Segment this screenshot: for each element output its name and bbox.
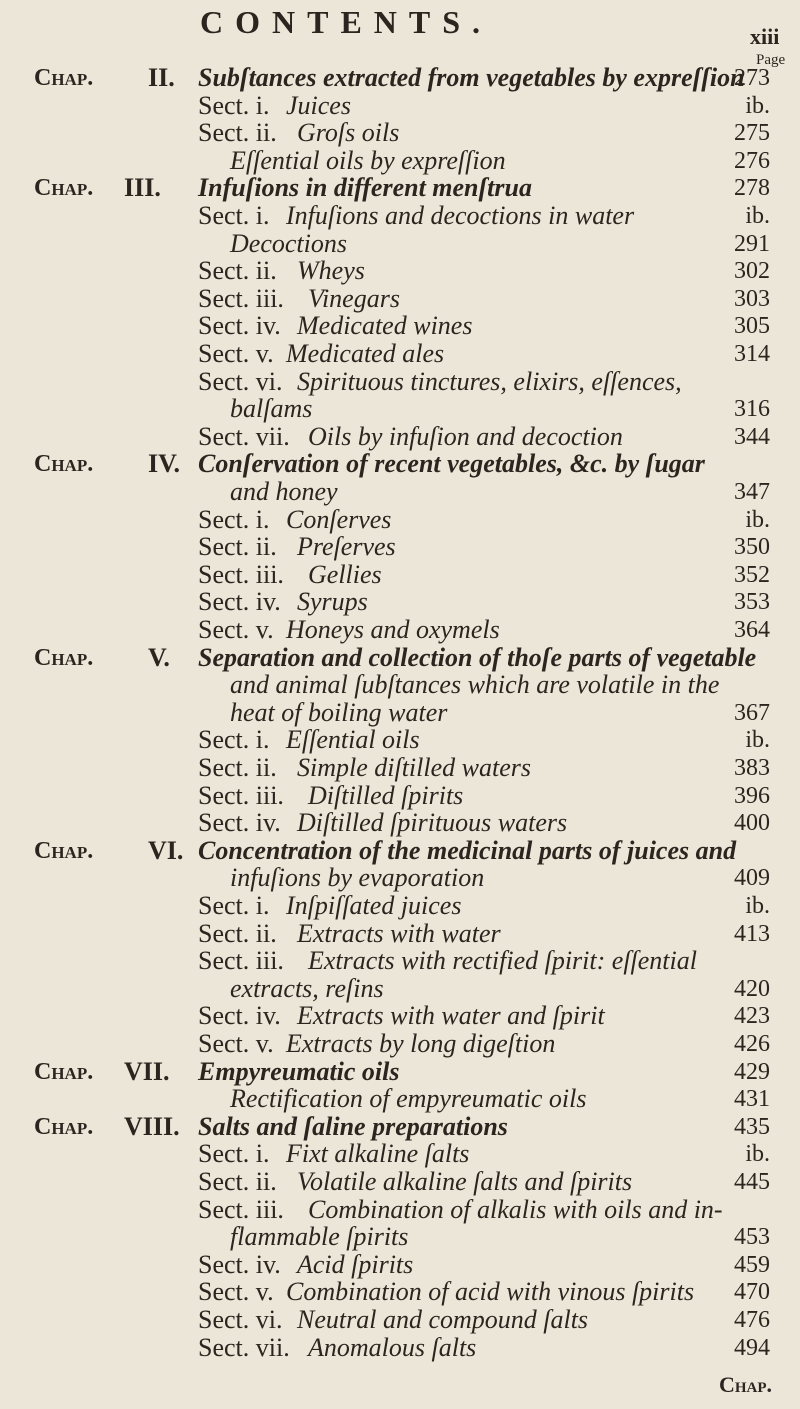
section-number: Sect. iv. xyxy=(198,808,281,838)
page-number: 470 xyxy=(734,1279,770,1306)
section-title: Acid ſpirits xyxy=(297,1249,414,1279)
section-number: Sect. i. xyxy=(198,201,270,230)
page-number: 423 xyxy=(734,1003,770,1030)
page-number: 316 xyxy=(734,396,770,423)
page-number: 302 xyxy=(734,258,770,285)
section-title: Infuſions and decoctions in water xyxy=(286,201,635,230)
page-number: 367 xyxy=(734,699,770,726)
page-number: ib. xyxy=(745,203,770,229)
section-title: and honey xyxy=(230,477,338,506)
section-title: Eſſential oils by expreſſion xyxy=(230,145,506,175)
section-number: Sect. iv. xyxy=(198,1249,281,1279)
section-title: Spirituous tinctures, elixirs, eſſences, xyxy=(297,366,682,396)
chapter-number: IV. xyxy=(148,449,181,479)
section-title: Wheys xyxy=(297,256,365,286)
page-number: 494 xyxy=(734,1334,770,1361)
page-number: 396 xyxy=(734,782,770,809)
page-number: 413 xyxy=(734,920,770,947)
section-number: Sect. i. xyxy=(198,504,270,534)
section-title: Volatile alkaline ſalts and ſpirits xyxy=(297,1167,633,1196)
chapter-title: Subſtances extracted from vegetables by expreſſion xyxy=(198,63,745,92)
page-number: 276 xyxy=(734,147,770,174)
section-title: Rectification of empyreumatic oils xyxy=(230,1084,587,1114)
section-title: Groſs oils xyxy=(297,118,400,148)
section-number: Sect. vi. xyxy=(198,366,283,396)
section-title: Fixt alkaline ſalts xyxy=(286,1139,470,1169)
section-title: Conſerves xyxy=(286,504,392,534)
chapter-number: V. xyxy=(148,642,170,672)
chapter-label: Chap. xyxy=(34,175,94,202)
page-number: 275 xyxy=(734,120,770,147)
page-number: 431 xyxy=(734,1086,770,1113)
section-title: Combination of alkalis with oils and in- xyxy=(308,1194,723,1224)
section-number: Sect. iii. xyxy=(198,283,284,313)
chapter-label: Chap. xyxy=(34,1113,94,1140)
section-number: Sect. i. xyxy=(198,891,270,920)
section-title: Extracts with water and ſpirit xyxy=(297,1001,605,1031)
page-number: 400 xyxy=(734,810,770,837)
page-header-title: CONTENTS. xyxy=(200,4,493,40)
section-title: Honeys and oxymels xyxy=(286,615,500,644)
page-number: 303 xyxy=(734,285,770,312)
page-number: 459 xyxy=(734,1251,770,1278)
section-title: infuſions by evaporation xyxy=(230,863,485,893)
section-title: Eſſential oils xyxy=(286,725,420,755)
page-number: ib. xyxy=(745,727,770,754)
section-number: Sect. ii. xyxy=(198,753,277,782)
section-title: flammable ſpirits xyxy=(230,1222,409,1252)
section-title: Medicated wines xyxy=(297,311,473,341)
section-title: heat of boiling water xyxy=(230,697,448,727)
page-number: 305 xyxy=(734,313,770,340)
section-number: Sect. iii. xyxy=(198,946,284,976)
page-number: 364 xyxy=(734,617,770,643)
page-number: 347 xyxy=(734,479,770,505)
page-folio: xiii xyxy=(750,24,780,49)
section-title: Extracts with rectified ſpirit: eſſential xyxy=(308,946,697,976)
section-number: Sect. v. xyxy=(198,615,274,644)
chapter-title: Salts and ſaline preparations xyxy=(198,1111,508,1141)
chapter-title: Concentration of the medicinal parts of juices and xyxy=(198,835,737,865)
section-number: Sect. vii. xyxy=(198,1332,290,1362)
section-number: Sect. v. xyxy=(198,1029,274,1058)
page-number: 409 xyxy=(734,865,770,892)
page-number: 278 xyxy=(734,175,770,202)
section-number: Sect. ii. xyxy=(198,256,277,286)
page-number: ib. xyxy=(745,92,770,119)
page-number: 314 xyxy=(734,341,770,367)
section-number: Sect. vi. xyxy=(198,1305,283,1334)
page-number: ib. xyxy=(745,506,770,533)
section-number: Sect. iv. xyxy=(198,587,281,617)
page-number: 445 xyxy=(734,1169,770,1195)
page-number: 429 xyxy=(734,1058,770,1085)
chapter-number: VI. xyxy=(148,835,184,865)
page-number: 383 xyxy=(734,755,770,781)
section-number: Sect. ii. xyxy=(198,118,277,148)
page-number: 350 xyxy=(734,534,770,561)
section-title: Extracts by long digeſtion xyxy=(286,1029,556,1058)
section-title: Simple diſtilled waters xyxy=(297,753,531,782)
section-title: Inſpiſſated juices xyxy=(286,891,462,920)
page-number: 273 xyxy=(734,65,770,91)
section-number: Sect. iii. xyxy=(198,1194,284,1224)
chapter-label: Chap. xyxy=(34,1058,94,1085)
section-title: Anomalous ſalts xyxy=(308,1332,477,1362)
section-number: Sect. v. xyxy=(198,339,274,368)
page-number: 353 xyxy=(734,589,770,616)
page-number: 453 xyxy=(734,1224,770,1251)
section-title: and animal ſubſtances which are volatile in the xyxy=(230,670,720,700)
page-number: 476 xyxy=(734,1307,770,1333)
section-title: Juices xyxy=(286,90,351,120)
chapter-title: Empyreumatic oils xyxy=(198,1056,400,1086)
section-title: Medicated ales xyxy=(286,339,445,368)
section-title: Preſerves xyxy=(297,532,396,562)
page-number: ib. xyxy=(745,1141,770,1168)
section-number: Sect. ii. xyxy=(198,532,277,562)
catchword: Chap. xyxy=(718,1372,772,1397)
section-title: Diſtilled ſpirituous waters xyxy=(297,808,568,838)
section-number: Sect. iv. xyxy=(198,1001,281,1031)
section-number: Sect. ii. xyxy=(198,1167,277,1196)
toc-line xyxy=(0,1328,800,1368)
chapter-number: II. xyxy=(148,63,175,92)
page-number: 420 xyxy=(734,975,770,1002)
section-title: Gellies xyxy=(308,559,382,589)
page-number: 352 xyxy=(734,561,770,588)
chapter-title: Separation and collection of thoſe parts of vegetable xyxy=(198,642,757,672)
section-number: Sect. iv. xyxy=(198,311,281,341)
page-column-label: Page xyxy=(756,52,786,68)
chapter-number: III. xyxy=(124,173,161,203)
section-title: Decoctions xyxy=(230,228,347,258)
section-title: balſams xyxy=(230,394,313,424)
section-title: Diſtilled ſpirits xyxy=(308,780,464,810)
chapter-label: Chap. xyxy=(34,644,94,671)
page-number: 435 xyxy=(734,1113,770,1140)
section-number: Sect. i. xyxy=(198,725,270,755)
section-number: Sect. vii. xyxy=(198,421,290,451)
section-title: Syrups xyxy=(297,587,368,617)
chapter-label: Chap. xyxy=(34,65,94,91)
chapter-label: Chap. xyxy=(34,837,94,864)
chapter-title: Infuſions in different menſtrua xyxy=(198,173,532,203)
section-number: Sect. i. xyxy=(198,1139,270,1169)
section-title: Vinegars xyxy=(308,283,400,313)
section-number: Sect. iii. xyxy=(198,559,284,589)
chapter-number: VIII. xyxy=(124,1111,180,1141)
chapter-label: Chap. xyxy=(34,451,94,478)
section-number: Sect. ii. xyxy=(198,918,277,948)
section-number: Sect. v. xyxy=(198,1277,274,1307)
section-title: Extracts with water xyxy=(297,918,501,948)
chapter-title: Conſervation of recent vegetables, &c. by ſugar xyxy=(198,449,705,479)
section-title: Oils by infuſion and decoction xyxy=(308,421,623,451)
page-number: ib. xyxy=(745,893,770,919)
section-number: Sect. i. xyxy=(198,90,270,120)
section-title: Neutral and compound ſalts xyxy=(297,1305,589,1334)
section-title: extracts, reſins xyxy=(230,973,384,1003)
chapter-number: VII. xyxy=(124,1056,170,1086)
section-number: Sect. iii. xyxy=(198,780,284,810)
page-number: 291 xyxy=(734,230,770,257)
page-number: 426 xyxy=(734,1031,770,1057)
section-title: Combination of acid with vinous ſpirits xyxy=(286,1277,695,1307)
page-number: 344 xyxy=(734,423,770,450)
